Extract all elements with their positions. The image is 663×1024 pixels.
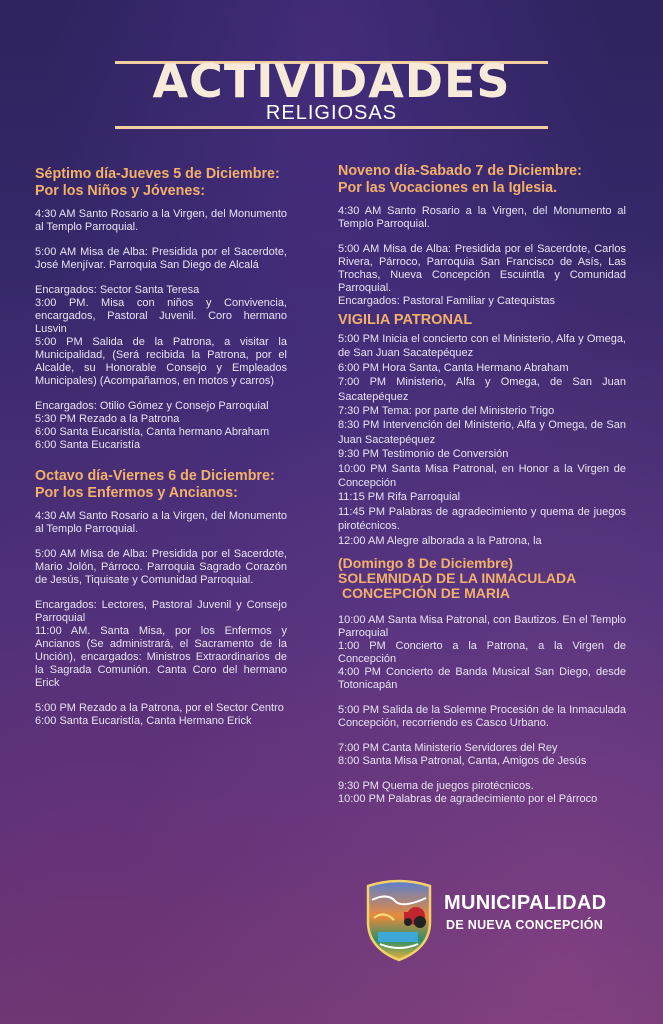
schedule-entry: 3:00 PM. Misa con niños y Convivencia, encargados, Pastoral Juvenil. Coro hermano Lusvin xyxy=(35,297,287,335)
schedule-entry: 4:30 AM Santo Rosario a la Virgen, del Monumento al Templo Parroquial. xyxy=(35,510,287,535)
schedule-entry: 5:30 PM Rezado a la Patrona xyxy=(35,413,180,425)
schedule-entry: 10:00 PM Palabras de agradecimiento por el Párroco xyxy=(338,793,598,806)
municipality-name: MUNICIPALIDAD xyxy=(444,892,607,914)
municipal-logo xyxy=(360,878,630,962)
section-title-line: Noveno día-Sabado 7 de Diciembre: xyxy=(338,163,582,179)
schedule-entry: 8:00 Santa Misa Patronal, Canta, Amigos de Jesús xyxy=(338,755,587,768)
header-bottom-line xyxy=(115,126,548,129)
section-solemnidad xyxy=(338,556,626,806)
schedule-entry: 12:00 AM Alegre alborada a la Patrona, la xyxy=(338,534,542,547)
left-column xyxy=(35,166,287,728)
schedule-entry: Encargados: Otilio Gómez y Consejo Parroquial xyxy=(35,400,269,412)
section-body xyxy=(35,208,287,452)
paragraph-gap xyxy=(35,536,287,548)
schedule-entry: 4:00 PM Concierto de Banda Musical San Diego, desde Totonicapán xyxy=(338,666,626,692)
schedule-entry: 5:00 PM Salida de la Patrona, a visitar la Municipalidad, (Será recibida la Patrona, por el Alcalde, su Honorable Consejo y Empleados Municipales) (Acompañamos, en motos y carros) xyxy=(35,336,287,387)
schedule-entry: 11:15 PM Rifa Parroquial xyxy=(338,491,461,504)
schedule-entry: 5:00 AM Misa de Alba: Presidida por el Sacerdote, José Menjívar. Parroquia San Diego de Alcalá xyxy=(35,246,287,271)
schedule-entry: 9:30 PM Quema de juegos pirotécnicos. xyxy=(338,780,534,793)
schedule-entry: 7:30 PM Tema: por parte del Ministerio Trigo xyxy=(338,405,555,418)
paragraph-gap xyxy=(35,272,287,284)
schedule-entry: 7:00 PM Ministerio, Alfa y Omega, de San Juan Sacatepéquez xyxy=(338,376,626,403)
paragraph-gap xyxy=(35,234,287,246)
schedule-entry: 5:00 PM Inicia el concierto con el Ministerio, Alfa y Omega, de San Juan Sacatepéquez xyxy=(338,333,626,360)
paragraph-gap xyxy=(35,587,287,599)
section-title-line: SOLEMNIDAD DE LA INMACULADA xyxy=(338,570,577,587)
paragraph-gap xyxy=(35,690,287,702)
section-title-line: Por las Vocaciones en la Iglesia. xyxy=(338,180,558,196)
section-title xyxy=(35,166,287,200)
schedule-entry: 4:30 AM Santo Rosario a la Virgen, del Monumento al Templo Parroquial. xyxy=(35,208,287,233)
section-title xyxy=(338,163,626,197)
section-title-line: Por los Niños y Jóvenes: xyxy=(35,183,206,199)
schedule-entry: 5:00 AM Misa de Alba: Presidida por el Sacerdote, Carlos Rivera, Párroco, Parroquia San Francisco de Asís, Las Trochas, Nueva Concepción Escuintla y Comunidad Parroquial. xyxy=(338,243,626,294)
schedule-entry: 5:00 PM Rezado a la Patrona, por el Sector Centro xyxy=(35,702,284,714)
schedule-entry: Encargados: Pastoral Familiar y Catequistas xyxy=(338,295,556,307)
section-body xyxy=(35,510,287,728)
section-title-line: Séptimo día-Jueves 5 de Diciembre: xyxy=(35,166,280,182)
paragraph-gap xyxy=(338,692,626,704)
section-title-line: Octavo día-Viernes 6 de Diciembre: xyxy=(35,468,275,484)
schedule-entry: 1:00 PM Concierto a la Patrona, a la Virgen de Concepción xyxy=(338,640,626,666)
schedule-entry: 9:30 PM Testimonio de Conversión xyxy=(338,448,509,461)
vigilia-title: VIGILIA PATRONAL xyxy=(338,312,473,328)
section-body xyxy=(338,614,626,806)
paragraph-gap xyxy=(338,730,626,742)
schedule-entry: Encargados: Sector Santa Teresa xyxy=(35,284,200,296)
section-day-7 xyxy=(35,166,287,452)
right-column xyxy=(338,163,626,806)
section-day-8 xyxy=(35,468,287,728)
schedule-entry: 7:00 PM Canta Ministerio Servidores del Rey xyxy=(338,742,558,755)
paragraph-gap xyxy=(338,231,626,243)
section-body xyxy=(338,205,626,308)
schedule-entry: 10:00 AM Santa Misa Patronal, con Bautizos. En el Templo Parroquial xyxy=(338,614,626,640)
page-title: ACTIVIDADES xyxy=(152,54,511,108)
section-day-9 xyxy=(338,163,626,308)
schedule-entry: 8:30 PM Intervención del Ministerio, Alfa y Omega, de San Juan Sacatepéquez xyxy=(338,419,626,446)
section-title-line: CONCEPCIÓN DE MARIA xyxy=(342,585,511,602)
schedule-entry: 5:00 AM Misa de Alba: Presidida por el Sacerdote, Mario Jolón, Párroco. Parroquia Sagrado Corazón de Jesús, Tiquisate y Comunidad Parroquial. xyxy=(35,548,287,586)
schedule-entry: 6:00 Santa Eucaristía xyxy=(35,439,141,451)
schedule-entry: Encargados: Lectores, Pastoral Juvenil y Consejo Parroquial xyxy=(35,599,287,624)
schedule-entry: 4:30 AM Santo Rosario a la Virgen, del Monumento al Templo Parroquial. xyxy=(338,205,626,230)
section-title xyxy=(35,468,287,502)
schedule-entry: 5:00 PM Salida de la Solemne Procesión de la Inmaculada Concepción, recorriendo es Casco Urbano. xyxy=(338,704,626,730)
schedule-entry: 11:00 AM. Santa Misa, por los Enfermos y Ancianos (Se administrará, el Sacramento de la Unción), encargados: Ministros Extraordinarios de la Sagrada Comunión. Canta Coro del hermano Erick xyxy=(35,625,287,689)
paragraph-gap xyxy=(35,388,287,400)
municipality-subname: DE NUEVA CONCEPCIÓN xyxy=(446,918,604,932)
schedule-entry: 6:00 Santa Eucaristía, Canta Hermano Erick xyxy=(35,715,252,727)
schedule-entry: 10:00 PM Santa Misa Patronal, en Honor a la Virgen de Concepción xyxy=(338,462,626,490)
section-vigilia xyxy=(338,312,626,548)
schedule-entry: 6:00 PM Hora Santa, Canta Hermano Abraham xyxy=(338,361,569,374)
solemnidad-title xyxy=(338,556,626,601)
schedule-entry: 6:00 Santa Eucaristía, Canta hermano Abraham xyxy=(35,426,270,438)
municipal-shield-icon xyxy=(360,878,438,962)
page-subtitle: RELIGIOSAS xyxy=(265,102,398,124)
section-body xyxy=(338,332,626,548)
schedule-entry: 11:45 PM Palabras de agradecimiento y quema de juegos pirotécnicos. xyxy=(338,505,626,533)
paragraph-gap xyxy=(338,768,626,780)
section-title-line: (Domingo 8 De Diciembre) xyxy=(338,555,514,572)
section-title-line: Por los Enfermos y Ancianos: xyxy=(35,485,238,501)
